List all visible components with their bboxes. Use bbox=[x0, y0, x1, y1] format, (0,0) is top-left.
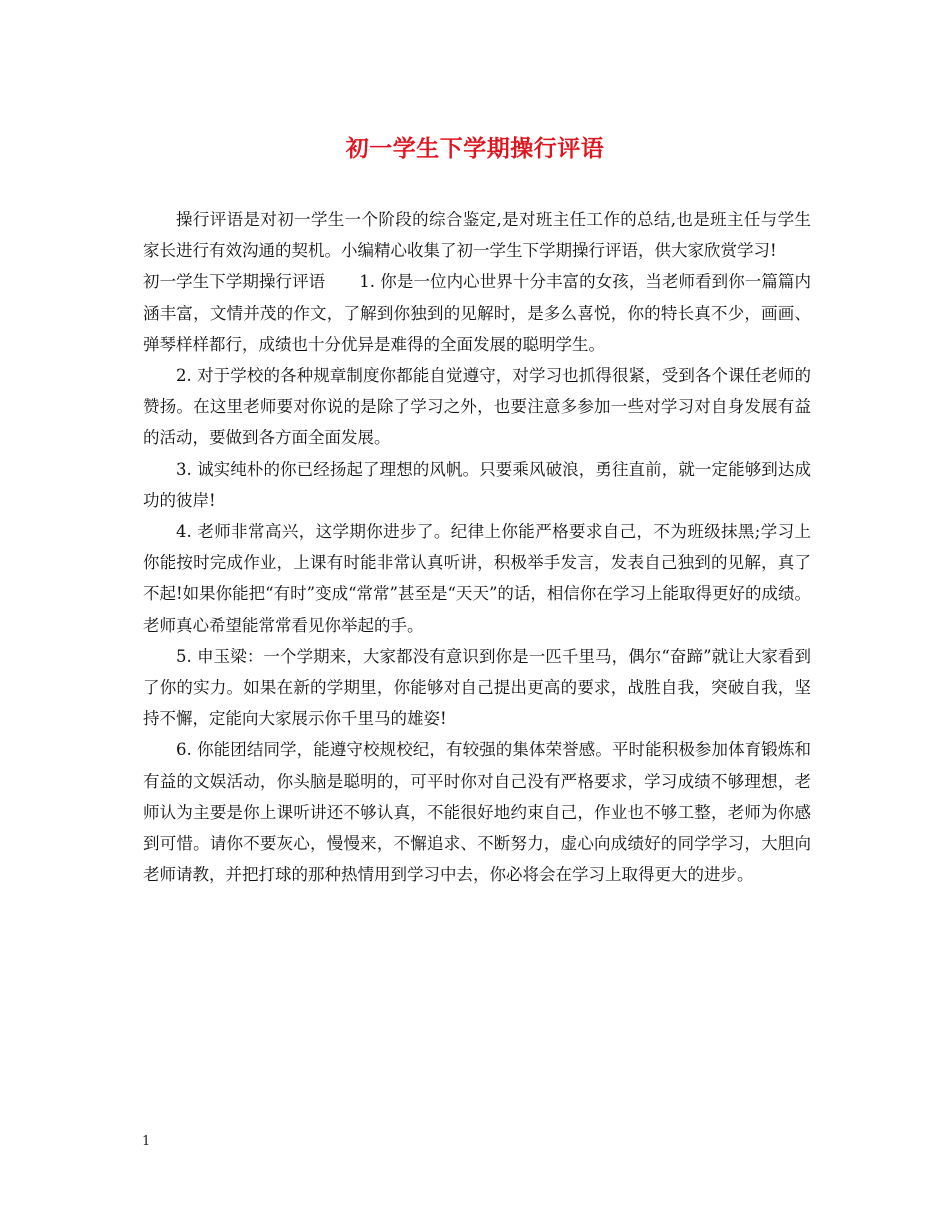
comment-item-2: 2. 对于学校的各种规章制度你都能自觉遵守，对学习也抓得很紧，受到各个课任老师的赞扬。在这里老师要对你说的是除了学习之外，也要注意多参加一些对学习对自身发展有益的活动，要做到各方面全面发展。 bbox=[143, 366, 811, 448]
comment-item-6: 6. 你能团结同学，能遵守校规校纪，有较强的集体荣誉感。平时能积极参加体育锻炼和有益的文娱活动，你头脑是聪明的，可平时你对自己没有严格要求，学习成绩不够理想，老师认为主要是你上课听讲还不够认真，不能很好地约束自己，作业也不够工整，老师为你感到可惜。请你不要灰心，慢慢来，不懈追求、不断努力，虚心向成绩好的同学学习，大胆向老师请教，并把打球的那种热情用到学习中去，你必将会在学习上取得更大的进步。 bbox=[143, 740, 811, 885]
intro-paragraph: 操行评语是对初一学生一个阶段的综合鉴定,是对班主任工作的总结,也是班主任与学生家长进行有效沟通的契机。小编精心收集了初一学生下学期操行评语，供大家欣赏学习! bbox=[143, 210, 811, 261]
comment-item-3: 3. 诚实纯朴的你已经扬起了理想的风帆。只要乘风破浪，勇往直前，就一定能够到达成功的彼岸! bbox=[143, 459, 811, 510]
section-heading: 初一学生下学期操行评语 bbox=[143, 272, 326, 292]
comment-text-1: 1. 你是一位内心世界十分丰富的女孩，当老师看到你一篇篇内涵丰富，文情并茂的作文，了解到你独到的见解时，是多么喜悦，你的特长真不少，画画、弹琴样样都行，成绩也十分优异是难得的全面发展的聪明学生。 bbox=[143, 272, 811, 354]
comment-item-5: 5. 申玉梁：一个学期来，大家都没有意识到你是一匹千里马，偶尔“奋蹄”就让大家看到了你的实力。如果在新的学期里，你能够对自己提出更高的要求，战胜自我，突破自我，坚持不懈，定能向大家展示你千里马的雄姿! bbox=[143, 646, 811, 729]
comment-item-4: 4. 老师非常高兴，这学期你进步了。纪律上你能严格要求自己，不为班级抹黑;学习上你能按时完成作业，上课有时能非常认真听讲，积极举手发言，发表自己独到的见解，真了不起!如果你能把“有时”变成“常常”甚至是“天天”的话，相信你在学习上能取得更好的成绩。老师真心希望能常常看见你举起的手。 bbox=[143, 522, 811, 635]
document-body bbox=[143, 204, 811, 890]
page-number: 1 bbox=[142, 1134, 151, 1149]
document-title: 初一学生下学期操行评语 bbox=[345, 135, 605, 162]
comment-item-1 bbox=[143, 266, 811, 360]
